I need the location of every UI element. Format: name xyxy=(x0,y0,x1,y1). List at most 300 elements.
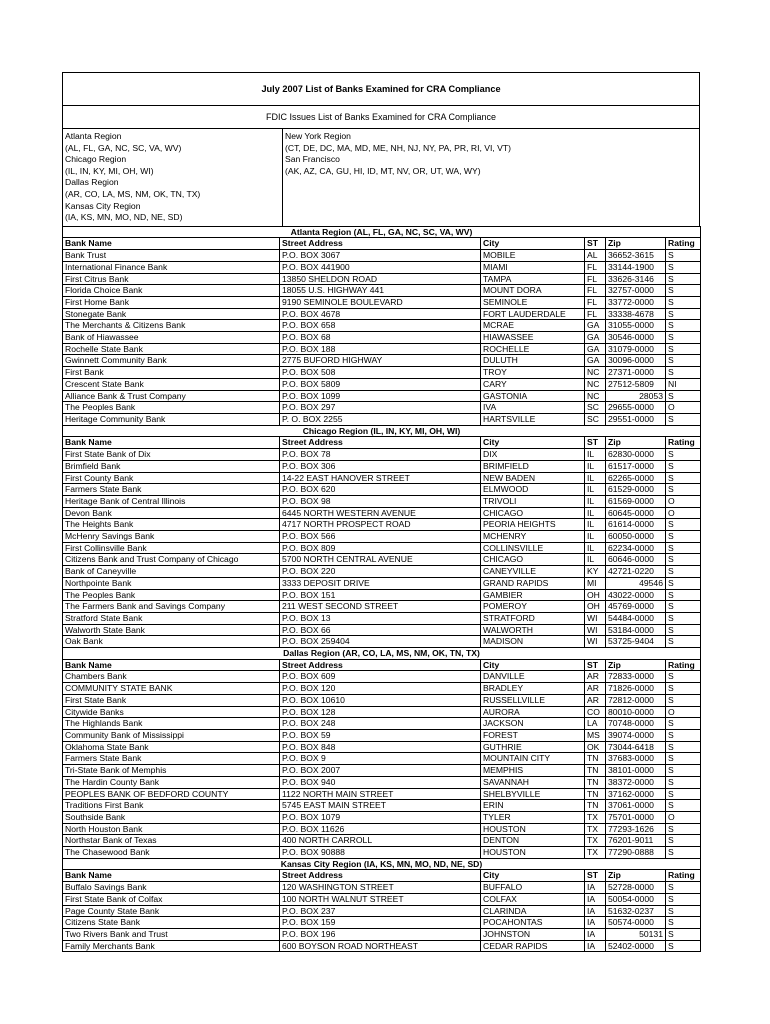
cell-bank-name: Bank Trust xyxy=(63,250,280,262)
cell-rating: S xyxy=(666,835,701,847)
cell-street-address: P.O. BOX 1079 xyxy=(280,811,481,823)
cell-city: WALWORTH xyxy=(481,624,585,636)
column-header-rating: Rating xyxy=(666,659,701,671)
cell-bank-name: The Peoples Bank xyxy=(63,589,280,601)
cell-rating: S xyxy=(666,519,701,531)
cell-bank-name: International Finance Bank xyxy=(63,261,280,273)
cell-city: MOUNT DORA xyxy=(481,285,585,297)
cell-city: MEMPHIS xyxy=(481,765,585,777)
cell-zip: 37061-0000 xyxy=(606,800,666,812)
cell-street-address: P.O. BOX 66 xyxy=(280,624,481,636)
cell-street-address: P.O. BOX 128 xyxy=(280,706,481,718)
cell-state: TN xyxy=(585,753,606,765)
table-row xyxy=(63,601,701,613)
column-header-rating: Rating xyxy=(666,437,701,449)
column-header-city: City xyxy=(481,238,585,250)
cell-bank-name: Stonegate Bank xyxy=(63,308,280,320)
cell-zip: 50131 xyxy=(606,928,666,940)
region-legend-line: (AK, AZ, CA, GU, HI, ID, MT, NV, OR, UT, WA, WY) xyxy=(285,165,481,176)
table-row xyxy=(63,355,701,367)
cell-zip: 45769-0000 xyxy=(606,601,666,613)
cell-city: MCRAE xyxy=(481,320,585,332)
cell-rating: S xyxy=(666,531,701,543)
cell-street-address: P.O. BOX 1099 xyxy=(280,390,481,402)
cell-rating: S xyxy=(666,800,701,812)
cell-zip: 30546-0000 xyxy=(606,332,666,344)
table-row xyxy=(63,261,701,273)
cell-rating: S xyxy=(666,273,701,285)
cell-state: TX xyxy=(585,823,606,835)
cell-rating: O xyxy=(666,811,701,823)
table-row xyxy=(63,636,701,648)
table-row xyxy=(63,577,701,589)
cell-state: NC xyxy=(585,367,606,379)
region-legend-line: Atlanta Region xyxy=(65,131,122,141)
cell-state: TN xyxy=(585,776,606,788)
cell-bank-name: First State Bank xyxy=(63,694,280,706)
cell-city: CEDAR RAPIDS xyxy=(481,940,585,952)
cell-bank-name: First State Bank of Colfax xyxy=(63,893,280,905)
table-row xyxy=(63,495,701,507)
table-row xyxy=(63,531,701,543)
region-legend-line: (CT, DE, DC, MA, MD, ME, NH, NJ, NY, PA, PR, RI, VI, VT) xyxy=(285,142,512,153)
cell-city: COLFAX xyxy=(481,893,585,905)
cell-bank-name: North Houston Bank xyxy=(63,823,280,835)
cell-state: IL xyxy=(585,554,606,566)
cell-rating: S xyxy=(666,261,701,273)
cell-rating: S xyxy=(666,577,701,589)
column-header-bank-name: Bank Name xyxy=(63,238,280,250)
cell-rating: S xyxy=(666,355,701,367)
cell-state: SC xyxy=(585,402,606,414)
cell-bank-name: Northpointe Bank xyxy=(63,577,280,589)
cell-city: MIAMI xyxy=(481,261,585,273)
table-row xyxy=(63,765,701,777)
cell-city: TROY xyxy=(481,367,585,379)
cell-city: PEORIA HEIGHTS xyxy=(481,519,585,531)
cell-rating: S xyxy=(666,718,701,730)
cell-bank-name: Citizens Bank and Trust Company of Chicago xyxy=(63,554,280,566)
cell-zip: 50054-0000 xyxy=(606,893,666,905)
table-row xyxy=(63,905,701,917)
cell-state: IL xyxy=(585,519,606,531)
table-row xyxy=(63,273,701,285)
cell-zip: 61517-0000 xyxy=(606,460,666,472)
table-row xyxy=(63,694,701,706)
cell-bank-name: First County Bank xyxy=(63,472,280,484)
column-header-bank-name: Bank Name xyxy=(63,659,280,671)
cell-zip: 29655-0000 xyxy=(606,402,666,414)
cell-bank-name: Tri-State Bank of Memphis xyxy=(63,765,280,777)
cell-bank-name: Alliance Bank & Trust Company xyxy=(63,390,280,402)
cell-city: HOUSTON xyxy=(481,823,585,835)
cell-state: OH xyxy=(585,589,606,601)
cell-rating: S xyxy=(666,741,701,753)
table-row xyxy=(63,308,701,320)
cell-zip: 38372-0000 xyxy=(606,776,666,788)
cell-zip: 51632-0237 xyxy=(606,905,666,917)
region-legend-line: (AL, FL, GA, NC, SC, VA, WV) xyxy=(65,142,182,153)
cell-city: GRAND RAPIDS xyxy=(481,577,585,589)
column-header-state: ST xyxy=(585,238,606,250)
cell-rating: S xyxy=(666,332,701,344)
table-row xyxy=(63,882,701,894)
cell-state: IL xyxy=(585,495,606,507)
cell-bank-name: First State Bank of Dix xyxy=(63,449,280,461)
cell-city: CHICAGO xyxy=(481,554,585,566)
region-section-title: Kansas City Region (IA, KS, MN, MO, ND, NE, SD) xyxy=(63,858,701,870)
cell-street-address: 600 BOYSON ROAD NORTHEAST xyxy=(280,940,481,952)
cell-bank-name: First Citrus Bank xyxy=(63,273,280,285)
cell-bank-name: Bank of Hiawassee xyxy=(63,332,280,344)
cell-city: FOREST xyxy=(481,729,585,741)
cell-state: GA xyxy=(585,343,606,355)
cell-bank-name: Stratford State Bank xyxy=(63,612,280,624)
cell-street-address: 1122 NORTH MAIN STREET xyxy=(280,788,481,800)
table-row xyxy=(63,566,701,578)
column-header-zip: Zip xyxy=(606,659,666,671)
cell-state: TN xyxy=(585,800,606,812)
cell-rating: S xyxy=(666,765,701,777)
cell-street-address: P.O. BOX 220 xyxy=(280,566,481,578)
cell-street-address: 5700 NORTH CENTRAL AVENUE xyxy=(280,554,481,566)
table-row xyxy=(63,554,701,566)
cell-city: DANVILLE xyxy=(481,671,585,683)
cell-zip: 62265-0000 xyxy=(606,472,666,484)
cell-bank-name: Community Bank of Mississippi xyxy=(63,729,280,741)
cell-state: WI xyxy=(585,612,606,624)
cell-street-address: 100 NORTH WALNUT STREET xyxy=(280,893,481,905)
column-header-bank-name: Bank Name xyxy=(63,437,280,449)
cell-zip: 61614-0000 xyxy=(606,519,666,531)
region-legend-line: Kansas City Region xyxy=(65,200,141,211)
region-section-header xyxy=(63,648,701,660)
column-header-rating: Rating xyxy=(666,238,701,250)
table-row xyxy=(63,367,701,379)
column-header-row xyxy=(63,437,701,449)
cell-street-address: P.O. BOX 151 xyxy=(280,589,481,601)
column-header-state: ST xyxy=(585,437,606,449)
table-row xyxy=(63,753,701,765)
cell-rating: S xyxy=(666,390,701,402)
cell-bank-name: The Farmers Bank and Savings Company xyxy=(63,601,280,613)
cell-rating: S xyxy=(666,753,701,765)
column-header-street-address: Street Address xyxy=(280,238,481,250)
cell-zip: 27371-0000 xyxy=(606,367,666,379)
table-row xyxy=(63,332,701,344)
column-header-street-address: Street Address xyxy=(280,437,481,449)
cell-city: BRADLEY xyxy=(481,683,585,695)
cell-zip: 61529-0000 xyxy=(606,484,666,496)
table-row xyxy=(63,484,701,496)
cell-zip: 33144-1900 xyxy=(606,261,666,273)
cell-street-address: P.O. BOX 3067 xyxy=(280,250,481,262)
cell-bank-name: Brimfield Bank xyxy=(63,460,280,472)
region-section-header xyxy=(63,425,701,437)
cell-state: NC xyxy=(585,378,606,390)
cell-zip: 31079-0000 xyxy=(606,343,666,355)
cell-city: SAVANNAH xyxy=(481,776,585,788)
table-row xyxy=(63,671,701,683)
cell-state: KY xyxy=(585,566,606,578)
cell-street-address: P.O. BOX 848 xyxy=(280,741,481,753)
cell-bank-name: First Home Bank xyxy=(63,296,280,308)
cell-rating: S xyxy=(666,612,701,624)
cell-rating: S xyxy=(666,484,701,496)
table-row xyxy=(63,835,701,847)
cell-zip: 62234-0000 xyxy=(606,542,666,554)
cell-zip: 43022-0000 xyxy=(606,589,666,601)
cell-bank-name: Page County State Bank xyxy=(63,905,280,917)
cell-state: IA xyxy=(585,882,606,894)
cell-street-address: 14-22 EAST HANOVER STREET xyxy=(280,472,481,484)
cell-zip: 52402-0000 xyxy=(606,940,666,952)
cell-state: IL xyxy=(585,507,606,519)
column-header-state: ST xyxy=(585,870,606,882)
cell-street-address: 6445 NORTH WESTERN AVENUE xyxy=(280,507,481,519)
cell-state: IL xyxy=(585,449,606,461)
cell-rating: S xyxy=(666,320,701,332)
cell-street-address: P.O. BOX 11626 xyxy=(280,823,481,835)
cell-city: DENTON xyxy=(481,835,585,847)
cell-street-address: P.O. BOX 237 xyxy=(280,905,481,917)
table-row xyxy=(63,402,701,414)
cell-state: TX xyxy=(585,835,606,847)
table-row xyxy=(63,378,701,390)
cell-street-address: P. O. BOX 2255 xyxy=(280,414,481,426)
cell-city: ROCHELLE xyxy=(481,343,585,355)
cell-bank-name: Heritage Bank of Central Illinois xyxy=(63,495,280,507)
cell-bank-name: PEOPLES BANK OF BEDFORD COUNTY xyxy=(63,788,280,800)
table-row xyxy=(63,683,701,695)
cell-city: AURORA xyxy=(481,706,585,718)
cell-city: CANEYVILLE xyxy=(481,566,585,578)
cell-street-address: 18055 U.S. HIGHWAY 441 xyxy=(280,285,481,297)
column-header-row xyxy=(63,238,701,250)
table-row xyxy=(63,460,701,472)
cell-city: MOBILE xyxy=(481,250,585,262)
table-row xyxy=(63,250,701,262)
cell-rating: NI xyxy=(666,378,701,390)
column-header-city: City xyxy=(481,870,585,882)
cell-rating: S xyxy=(666,367,701,379)
cell-state: TX xyxy=(585,847,606,859)
cell-rating: S xyxy=(666,636,701,648)
cell-street-address: P.O. BOX 441900 xyxy=(280,261,481,273)
column-header-row xyxy=(63,659,701,671)
column-header-zip: Zip xyxy=(606,238,666,250)
table-row xyxy=(63,296,701,308)
cell-state: IL xyxy=(585,472,606,484)
cell-rating: S xyxy=(666,928,701,940)
table-row xyxy=(63,542,701,554)
column-header-city: City xyxy=(481,659,585,671)
table-row xyxy=(63,893,701,905)
cell-street-address: P.O. BOX 4678 xyxy=(280,308,481,320)
column-header-bank-name: Bank Name xyxy=(63,870,280,882)
cell-rating: S xyxy=(666,601,701,613)
table-row xyxy=(63,343,701,355)
region-legend-line: New York Region xyxy=(285,131,351,141)
cell-zip: 39074-0000 xyxy=(606,729,666,741)
cell-state: OH xyxy=(585,601,606,613)
cell-city: SHELBYVILLE xyxy=(481,788,585,800)
cell-zip: 27512-5809 xyxy=(606,378,666,390)
cell-street-address: P.O. BOX 248 xyxy=(280,718,481,730)
cell-zip: 33626-3146 xyxy=(606,273,666,285)
cell-zip: 60646-0000 xyxy=(606,554,666,566)
cell-city: NEW BADEN xyxy=(481,472,585,484)
table-row xyxy=(63,788,701,800)
cell-bank-name: Walworth State Bank xyxy=(63,624,280,636)
cell-street-address: P.O. BOX 5809 xyxy=(280,378,481,390)
bank-table xyxy=(62,226,701,953)
cell-bank-name: First Bank xyxy=(63,367,280,379)
cell-city: HOUSTON xyxy=(481,847,585,859)
cell-bank-name: The Peoples Bank xyxy=(63,402,280,414)
cell-state: NC xyxy=(585,390,606,402)
table-row xyxy=(63,285,701,297)
cell-city: POMEROY xyxy=(481,601,585,613)
table-row xyxy=(63,706,701,718)
cell-bank-name: Traditions First Bank xyxy=(63,800,280,812)
cell-state: TN xyxy=(585,788,606,800)
cell-zip: 62830-0000 xyxy=(606,449,666,461)
cell-bank-name: The Hardin County Bank xyxy=(63,776,280,788)
cell-street-address: P.O. BOX 120 xyxy=(280,683,481,695)
cell-rating: S xyxy=(666,554,701,566)
cell-state: LA xyxy=(585,718,606,730)
cell-zip: 38101-0000 xyxy=(606,765,666,777)
cell-rating: S xyxy=(666,905,701,917)
cell-bank-name: Rochelle State Bank xyxy=(63,343,280,355)
cell-state: TN xyxy=(585,765,606,777)
cell-bank-name: Northstar Bank of Texas xyxy=(63,835,280,847)
cell-zip: 72833-0000 xyxy=(606,671,666,683)
table-row xyxy=(63,800,701,812)
cell-zip: 54484-0000 xyxy=(606,612,666,624)
cell-street-address: 5745 EAST MAIN STREET xyxy=(280,800,481,812)
cell-bank-name: Oak Bank xyxy=(63,636,280,648)
table-row xyxy=(63,390,701,402)
cell-city: DIX xyxy=(481,449,585,461)
cell-state: FL xyxy=(585,308,606,320)
cell-rating: O xyxy=(666,706,701,718)
cell-city: ERIN xyxy=(481,800,585,812)
cell-rating: S xyxy=(666,308,701,320)
cell-street-address: P.O. BOX 59 xyxy=(280,729,481,741)
table-row xyxy=(63,472,701,484)
column-header-zip: Zip xyxy=(606,870,666,882)
cell-zip: 28053 xyxy=(606,390,666,402)
cell-bank-name: Two Rivers Bank and Trust xyxy=(63,928,280,940)
cell-state: MS xyxy=(585,729,606,741)
cell-rating: S xyxy=(666,285,701,297)
cell-bank-name: Farmers State Bank xyxy=(63,753,280,765)
cell-street-address: P.O. BOX 566 xyxy=(280,531,481,543)
cell-state: IA xyxy=(585,928,606,940)
cell-bank-name: Heritage Community Bank xyxy=(63,414,280,426)
cell-street-address: P.O. BOX 609 xyxy=(280,671,481,683)
cell-city: STRATFORD xyxy=(481,612,585,624)
cell-zip: 75701-0000 xyxy=(606,811,666,823)
cell-street-address: P.O. BOX 13 xyxy=(280,612,481,624)
cell-street-address: 400 NORTH CARROLL xyxy=(280,835,481,847)
cell-state: GA xyxy=(585,355,606,367)
table-row xyxy=(63,449,701,461)
cell-city: JACKSON xyxy=(481,718,585,730)
cell-zip: 61569-0000 xyxy=(606,495,666,507)
cell-zip: 77290-0888 xyxy=(606,847,666,859)
cell-zip: 72812-0000 xyxy=(606,694,666,706)
column-header-rating: Rating xyxy=(666,870,701,882)
cell-state: TX xyxy=(585,811,606,823)
cell-rating: S xyxy=(666,823,701,835)
cell-state: FL xyxy=(585,285,606,297)
cell-state: IA xyxy=(585,940,606,952)
cell-street-address: P.O. BOX 658 xyxy=(280,320,481,332)
cell-bank-name: McHenry Savings Bank xyxy=(63,531,280,543)
document-subtitle: FDIC Issues List of Banks Examined for CRA Compliance xyxy=(63,106,699,129)
cell-rating: S xyxy=(666,296,701,308)
region-legend xyxy=(63,129,699,226)
cell-zip: 33338-4678 xyxy=(606,308,666,320)
cell-state: AL xyxy=(585,250,606,262)
region-section-title: Atlanta Region (AL, FL, GA, NC, SC, VA, WV) xyxy=(63,226,701,238)
table-row xyxy=(63,940,701,952)
cell-rating: S xyxy=(666,343,701,355)
table-row xyxy=(63,414,701,426)
table-row xyxy=(63,612,701,624)
cell-city: MADISON xyxy=(481,636,585,648)
cell-rating: S xyxy=(666,882,701,894)
cell-state: IL xyxy=(585,531,606,543)
cell-bank-name: Family Merchants Bank xyxy=(63,940,280,952)
cell-rating: S xyxy=(666,847,701,859)
cell-state: IA xyxy=(585,893,606,905)
cell-city: BRIMFIELD xyxy=(481,460,585,472)
cell-street-address: P.O. BOX 78 xyxy=(280,449,481,461)
cell-state: IA xyxy=(585,917,606,929)
cell-street-address: P.O. BOX 508 xyxy=(280,367,481,379)
column-header-city: City xyxy=(481,437,585,449)
cell-state: IL xyxy=(585,484,606,496)
cell-rating: S xyxy=(666,566,701,578)
cell-bank-name: The Highlands Bank xyxy=(63,718,280,730)
region-section-header xyxy=(63,858,701,870)
cell-street-address: 211 WEST SECOND STREET xyxy=(280,601,481,613)
cell-bank-name: The Merchants & Citizens Bank xyxy=(63,320,280,332)
cell-zip: 70748-0000 xyxy=(606,718,666,730)
cell-city: IVA xyxy=(481,402,585,414)
cell-rating: O xyxy=(666,507,701,519)
cell-street-address: 13850 SHELDON ROAD xyxy=(280,273,481,285)
cell-zip: 73044-6418 xyxy=(606,741,666,753)
cell-street-address: 9190 SEMINOLE BOULEVARD xyxy=(280,296,481,308)
cell-state: FL xyxy=(585,273,606,285)
cell-bank-name: Gwinnett Community Bank xyxy=(63,355,280,367)
cell-bank-name: Farmers State Bank xyxy=(63,484,280,496)
cell-city: JOHNSTON xyxy=(481,928,585,940)
cell-rating: S xyxy=(666,788,701,800)
cell-rating: S xyxy=(666,589,701,601)
cell-bank-name: Crescent State Bank xyxy=(63,378,280,390)
table-row xyxy=(63,847,701,859)
region-legend-line: (AR, CO, LA, MS, NM, OK, TN, TX) xyxy=(65,188,201,199)
cell-street-address: P.O. BOX 620 xyxy=(280,484,481,496)
cell-state: IA xyxy=(585,905,606,917)
cell-state: WI xyxy=(585,636,606,648)
